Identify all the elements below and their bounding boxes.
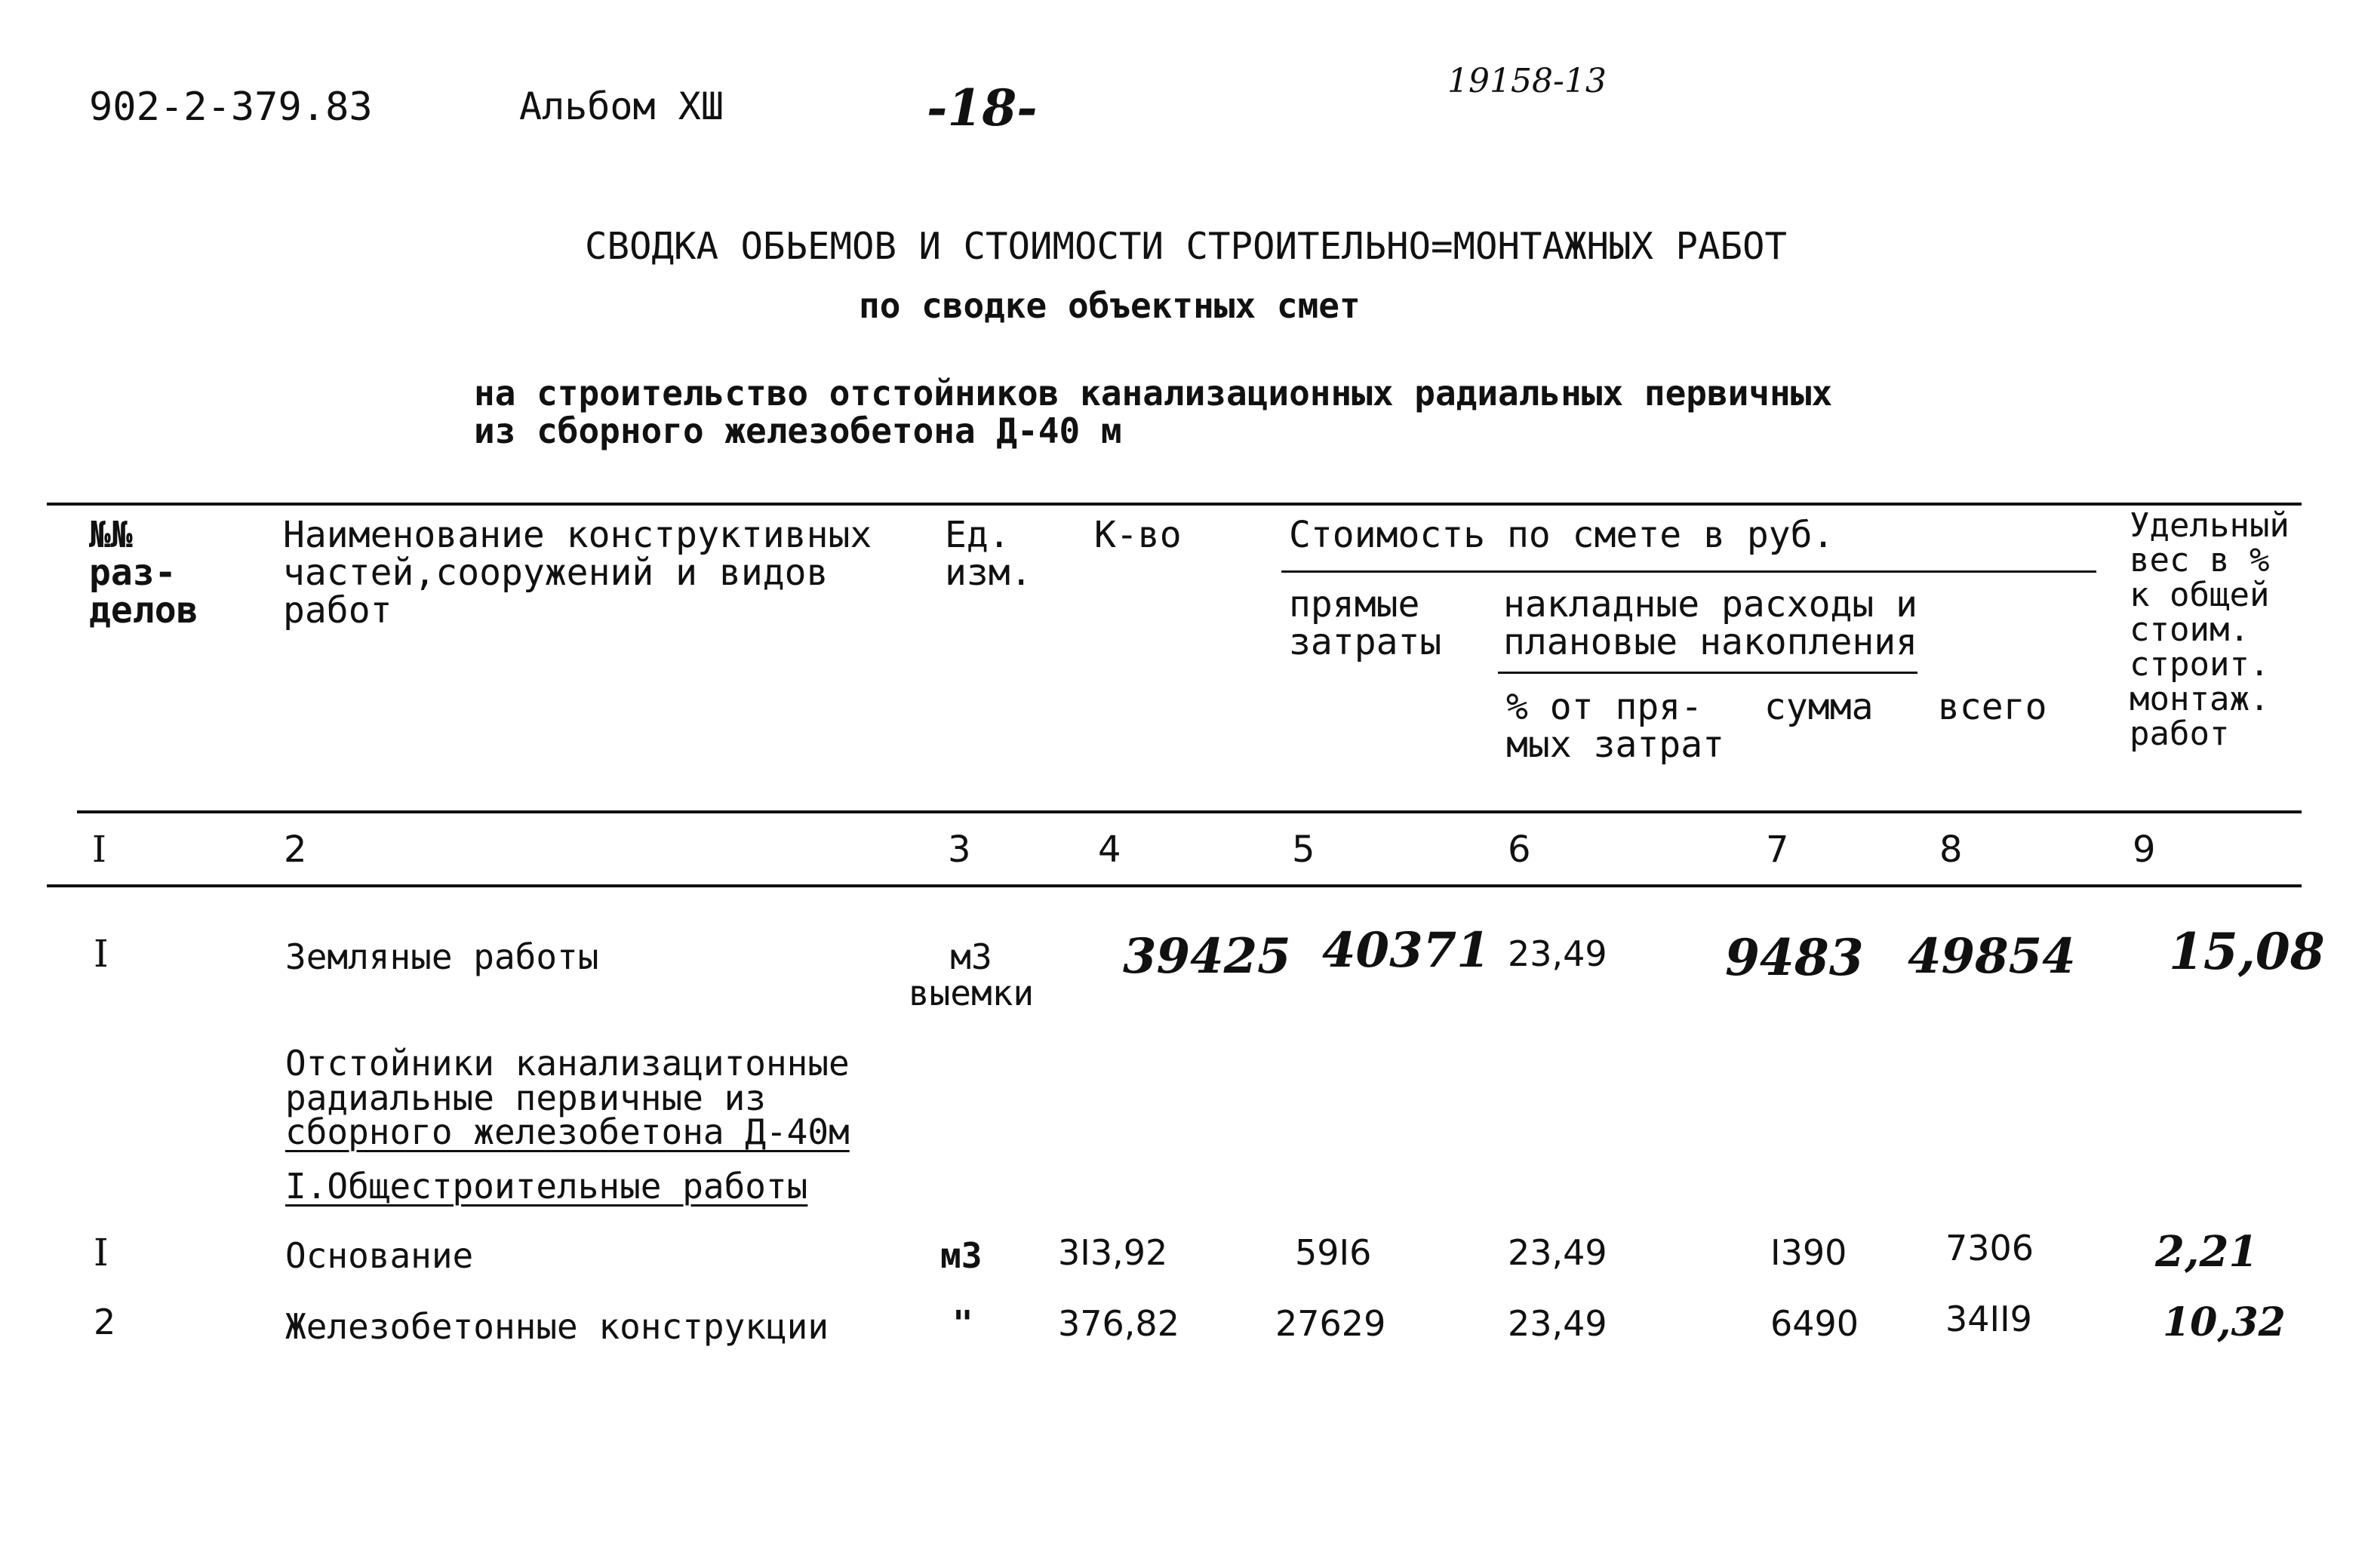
row-unit: м3 <box>940 1235 983 1276</box>
row-section-no: 2 <box>94 1302 116 1342</box>
row-total: 7306 <box>1945 1228 2034 1268</box>
document-subtitle: по сводке объектных смет <box>859 285 1361 326</box>
col-number: 4 <box>1098 829 1121 871</box>
row-overhead-percent: 23,49 <box>1508 1303 1607 1344</box>
col-header-overhead-sum: сумма <box>1764 686 1874 728</box>
document-title: СВОДКА ОБЬЕМОВ И СТОИМОСТИ СТРОИТЕЛЬНО=МОНТАЖНЫХ РАБОТ <box>585 225 1788 268</box>
col-header-section-no: №№ раз- делов <box>89 514 198 632</box>
row-quantity: 376,82 <box>1058 1303 1179 1344</box>
row-total: 34II9 <box>1945 1299 2032 1339</box>
cost-group-rule <box>1281 570 2096 573</box>
row-total: 49854 <box>1908 928 2076 985</box>
col-number: 8 <box>1939 829 1963 871</box>
row-section-no: I <box>94 1231 109 1274</box>
col-header-quantity: К-во <box>1094 514 1182 556</box>
row-section-no: I <box>94 932 109 976</box>
object-description-line1: на строительство отстойников канализационных радиальных первичных <box>474 373 1833 414</box>
album-label: Альбом XШ <box>519 85 724 128</box>
col-number: I <box>92 829 106 871</box>
row-overhead-sum: 6490 <box>1770 1303 1859 1344</box>
row-direct-costs: 59I6 <box>1295 1232 1372 1273</box>
row-unit: м3 выемки <box>908 936 1035 1013</box>
col-header-share: Удельный вес в % к общей стоим. строит. монтаж. работ <box>2130 506 2290 753</box>
document-code: 902-2-379.83 <box>89 85 373 130</box>
col-header-total: всего <box>1938 686 2047 728</box>
col-number: 3 <box>948 829 971 871</box>
object-description-line2: из сборного железобетона Д-40 м <box>474 410 1122 451</box>
col-header-direct-costs: прямые затраты <box>1289 583 1442 663</box>
row-direct-costs: 27629 <box>1275 1303 1386 1344</box>
row-name: Железобетонные конструкции <box>285 1306 829 1347</box>
row-overhead-sum: 9483 <box>1725 928 1864 987</box>
section-heading-underlined: сборного железобетона Д-40м <box>285 1111 850 1152</box>
col-number: 2 <box>284 829 307 871</box>
archive-stamp: 19158-13 <box>1447 62 1607 100</box>
section-heading: Отстойники канализацитонные радиальные первичные из <box>285 1043 850 1118</box>
row-name: Земляные работы <box>285 936 599 977</box>
overhead-group-rule <box>1498 672 1917 674</box>
header-bottom-rule <box>77 810 2302 813</box>
col-number: 7 <box>1766 829 1789 871</box>
table-top-rule <box>47 503 2302 506</box>
row-overhead-percent: 23,49 <box>1508 1232 1607 1273</box>
col-header-overhead-percent: % от пря- мых затрат <box>1506 686 1724 766</box>
row-quantity: 39425 <box>1123 928 1291 985</box>
row-share: 15,08 <box>2169 922 2325 981</box>
row-overhead-percent: 23,49 <box>1508 933 1607 974</box>
column-numbers-rule <box>47 884 2302 887</box>
row-share: 10,32 <box>2163 1299 2286 1345</box>
col-header-unit: Ед. изм. <box>945 514 1032 594</box>
section-subheading: I.Общестроительные работы <box>285 1166 808 1207</box>
col-header-cost-group: Стоимость по смете в руб. <box>1289 514 1834 556</box>
col-number: 9 <box>2133 829 2156 871</box>
col-number: 5 <box>1292 829 1315 871</box>
row-direct-costs: 40371 <box>1322 922 1490 979</box>
row-unit: " <box>952 1303 973 1344</box>
row-share: 2,21 <box>2155 1227 2259 1277</box>
col-number: 6 <box>1508 829 1531 871</box>
row-overhead-sum: I390 <box>1770 1232 1847 1273</box>
row-quantity: 3I3,92 <box>1058 1232 1168 1273</box>
row-name: Основание <box>285 1235 474 1276</box>
col-header-name: Наименование конструктивных частей,сооружений и видов работ <box>283 514 872 632</box>
page-number: -18- <box>927 78 1038 137</box>
col-header-overhead-group: накладные расходы и плановые накопления <box>1503 583 1918 663</box>
